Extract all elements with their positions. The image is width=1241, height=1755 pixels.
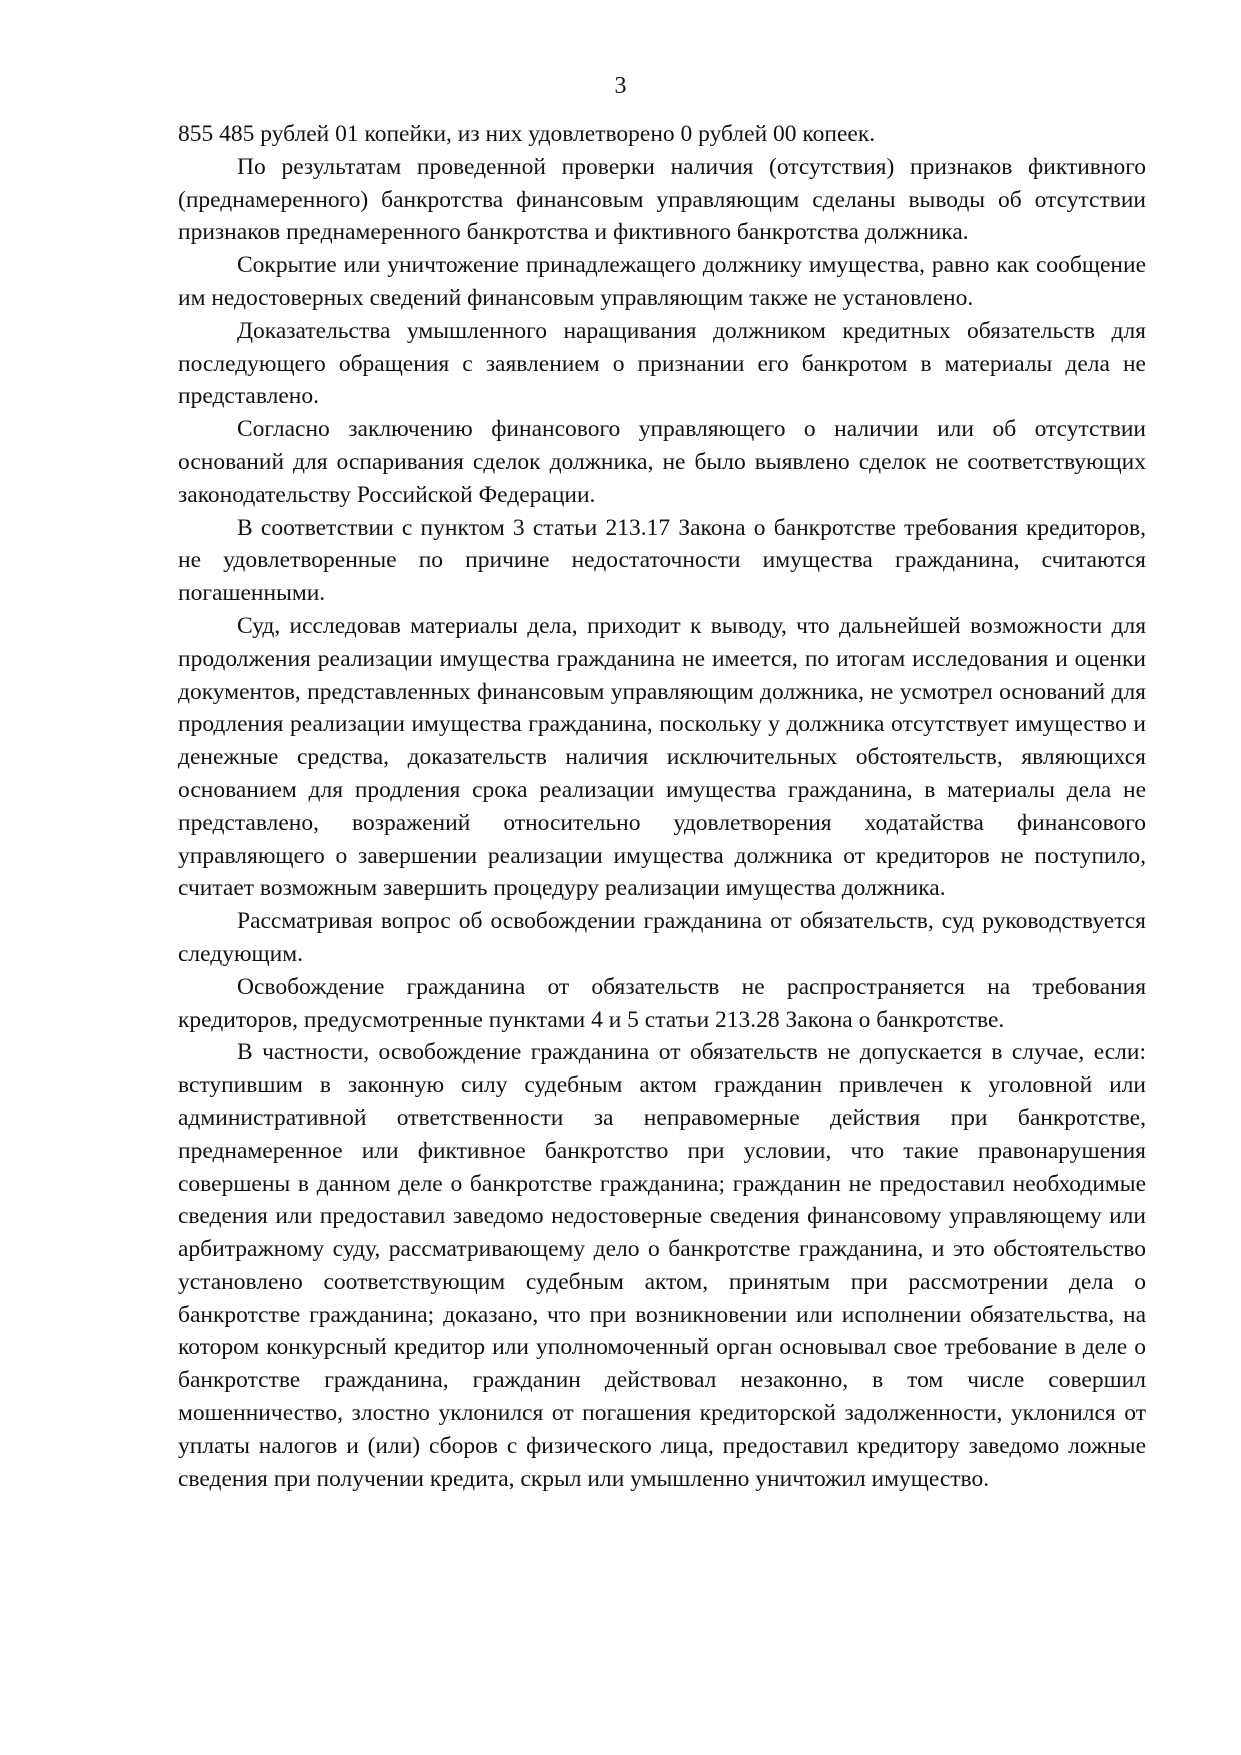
paragraph-release-exceptions: Освобождение гражданина от обязательств не распространяется на требования кредиторов, предусмотренные пунктами 4 и 5 статьи 213.28 Закона о банкротстве. xyxy=(178,973,1146,1033)
page-number: 3 xyxy=(614,73,627,99)
paragraph-continuation: 855 485 рублей 01 копейки, из них удовлетворено 0 рублей 00 копеек. xyxy=(178,121,876,147)
document-body xyxy=(178,118,1146,1495)
paragraph-claims-repaid: В соответствии с пунктом 3 статьи 213.17 Закона о банкротстве требования кредиторов, не удовлетворенные по причине недостаточности имущества гражданина, считаются погашенными. xyxy=(178,514,1146,607)
paragraph-transactions-challenge: Согласно заключению финансового управляющего о наличии или об отсутствии оснований для оспаривания сделок должника, не было выявлено сделок не соответствующих законодательству Российской Федерации. xyxy=(178,416,1146,508)
paragraph-court-conclusion: Суд, исследовав материалы дела, приходит к выводу, что дальнейшей возможности для продолжения реализации имущества гражданина не имеется, по итогам исследования и оценки документов, представленных финансовым управляющим должника, не усмотрел оснований для продления реализации имущества гражданина, поскольку у должника отсутствует имущество и денежные средства, доказательств наличия исключительных обстоятельств, являющихся основанием для продления срока реализации имущества гражданина, в материалы дела не представлено, возражений относительно удовлетворения ходатайства финансового управляющего о завершении реализации имущества должника от кредиторов не поступило, считает возможным завершить процедуру реализации имущества должника. xyxy=(178,612,1146,902)
paragraph-concealment-of-property: Сокрытие или уничтожение принадлежащего должнику имущества, равно как сообщение им недостоверных сведений финансовым управляющим также не установлено. xyxy=(178,252,1146,311)
paragraph-release-from-obligations: Рассматривая вопрос об освобождении гражданина от обязательств, суд руководствуется следующим. xyxy=(178,908,1146,967)
paragraph-release-not-allowed: В частности, освобождение гражданина от обязательств не допускается в случае, если: вступившим в законную силу судебным актом гражданин привлечен к уголовной или административной ответственности за неправомерные действия при банкротстве, преднамеренное или фиктивное банкротство при условии, что такие правонарушения совершены в данном деле о банкротстве гражданина; гражданин не предоставил необходимые сведения или предоставил заведомо недостоверные сведения финансовому управляющему или арбитражному суду, рассматривающему дело о банкротстве гражданина, и это обстоятельство установлено соответствующим судебным актом, принятым при рассмотрении дела о банкротстве гражданина; доказано, что при возникновении или исполнении обязательства, на котором конкурсный кредитор или уполномоченный орган основывал свое требование в деле о банкротстве гражданина, гражданин действовал незаконно, в том числе совершил мошенничество, злостно уклонился от погашения кредиторской задолженности, уклонился от уплаты налогов и (или) сборов с физического лица, предоставил кредитору заведомо ложные сведения при получении кредита, скрыл или умышленно уничтожил имущество. xyxy=(178,1039,1146,1492)
paragraph-intentional-debt-increase: Доказательства умышленного наращивания должником кредитных обязательств для последующего обращения с заявлением о признании его банкротом в материалы дела не представлено. xyxy=(178,317,1146,410)
paragraph-fictitious-bankruptcy-check: По результатам проведенной проверки наличия (отсутствия) признаков фиктивного (преднамеренного) банкротства финансовым управляющим сделаны выводы об отсутствии признаков преднамеренного банкротства и фиктивного банкротства должника. xyxy=(178,153,1146,246)
